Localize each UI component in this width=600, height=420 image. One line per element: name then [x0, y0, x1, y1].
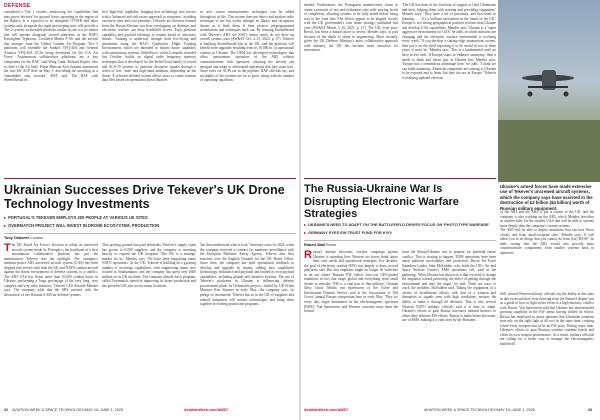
- drone-photo: [498, 0, 600, 182]
- article-column: Still, several Western military officials say the ability at this state in this event and they were drawing from the Russia-Ukraine war as a guide to how to fight in the event of a high-intensity conflict with Russia. Van Spreeuwen said that Ukraine has demonstrated growing capability in the EW arena, having shifted its efforts. Russia has employed so many jammers that Ukrainian weapons now rely on the right fight at all cost in the same time, creating where every weapons has to be an EW asset. During some time, Ukraine's efforts to gain Russian systems continue hassle and offset its own weapon performance. As a result, military officials are calling for a better way to manage the electromagnetic battlefield.: [500, 292, 594, 347]
- summary-bullet: ▸ OVERMATCH PROJECT WILL INVEST IN DRONE ECOSYSTEM, PRODUCTION: [4, 223, 160, 228]
- article-column: so new sensor measurements techniques can be added throughout its life. This system does not detect and analyze radio technique to see but works through its library and recognizes threats as it finds them. It then projects preprogrammed modulations and techniques back out. By teaming StormShroud with Tekever's AR3, the RAF's sensor suites do not drive up overall system costs (AW&ST Oct. 2–15, 2023, p. 37). Tekever is building StormShroud kits in the UK, and the platform will benefit from upgrades resulting from its 10,000 hr. of operational combat in Ukraine. The OEM has developed technologies that allow autonomous operation of the AR3 without communications with operators, ensuring the aircraft can navigate and adapt to adversarial operations that they must face. Since roles for ACPs are in the pipeline, RAF officials say, and stockpiles of the systems are set to grow, along with the number of operating squadrons.: [200, 10, 294, 83]
- byline: [304, 243, 404, 247]
- website-link[interactable]: AviationWeek.com/AWST: [304, 408, 349, 412]
- article-column: 'but then understood what it took.' Secretary touts: in 2024, when the company received a contract for maritime surveillance with the European Maritime Safety Agency, Tekever also flies missions over the English Channel for the UK Home Office. Since then, the company has used operational feedback to develop and upgrade its drones, adding new capabilities (technology, endurance and payload) and funded its own payload capabilities, including globals and sensitive systems. The use of Tekever's platforms in Ukraine is influencing defense procurement plans. In Overmatch project—hailed by UK Prime Minister Keir Starmer in early May—the company says, its pledge of investment. Tekever has as in the UK of suppliers and related companies will mature technologies and bring them together in existing production programs.: [200, 243, 294, 307]
- article-headline: The Russia-Ukraine War Is Disrupting Electronic Warfare Strategies: [304, 183, 459, 220]
- website-link[interactable]: AviationWeek.com/AWST: [184, 408, 229, 412]
- drop-cap: T: [4, 243, 11, 254]
- article-column: 'The UK has been of the forefront of support to [the] Ukrainians and their, helping them with training and providing equipment,' Mendes says. 'They have a lot of proximity, and that leads to learning. . . . It's a brilliant investment in the future of the UK.' Europe is in a strong geographical position to learn from Ukraine and develop UAS capabilities, Mendes says. Ukraine is a 'super aggressive environment for UAS,' he adds, in which missions are changing and the electronic warfare environment is evolving every week. 'If you develop a cutting-edge autonomous system, then put it on the shelf expecting it to be useful in two or three years, it won't be,' Mendes says. 'This is a fundamental truth we have to live with.' If Europe wants to 'embrace autonomy,' then it needs to think and invest just as Ukraine has, Mendes says. 'Europe has a tremendous advantage here,' he adds. 'I think we can build autonomy, American companies are coming to Ukraine to be exposed and to learn, but they too are in Europe.' Tekever is readying updated versions: [402, 3, 496, 80]
- page-footer: [4, 408, 296, 412]
- summary-bullets: [4, 215, 294, 231]
- article-column: from the Russia-Ukraine war to prepare for potential future conflict. That is starting to happen. 'EMS operations have been about platform survivability and protection,' Royal Air Force Squadron Leader John McFadden, who leads the UK's Air and Space Warfare Centre's EMS operations cell, said at the gathering. 'What Ukraine has shown us is that we need to change the emphasis toward protecting the effect of getting through the environment and onto the target,' he said. There are ways to crack the problem, McFadden said. Taking the equipment of a variety of installments allows, with that of a weapon and disruption of signals seen with high conditions, ensures the ability to make it through all defenses. That is why several Western NATO military officials said it is time to adapt. Ukraine's efforts to gain Russia convinces rational kinetics to offset their airborne EW efforts, Russia to make better electronic use of EMS, making it a vital asset by the Russians.: [402, 250, 496, 323]
- article-column: The UK Royal Air Force's decision to adopt an uncrewed aircraft system made by Portugal is the backbone of a first autonomous collaborative platform has put the manufacturer Tekever into the spotlight. The company's medium-power AR3 uncrewed aircraft system (UAS) has been shipped into service with both the UK and NATO combat aircraft against the threat environment of defense systems in a conflict. The AR3 UAS has flown more than 10,000 combat hours in Ukraine, performing a 'large percentage of the very long, very complex and very risky missions,' Tekever CEO Ricardo Mendes says. The company adds that the AR3 assisted with the destruction of two Russian S-400 air defense systems.: [4, 243, 98, 298]
- summary-bullet: ▸ PORTUGAL'S TEKEVER EMPLOYS 200 PEOPLE AT VARIOUS UK SITES: [4, 215, 148, 220]
- article-column: first 'high-risk' capability, bringing new technology into service with a 'balanced and risk-aware approach to assurance,' avoiding excessive time and cost penalties. Officials are likewise learned from the Russia-Ukraine war how overlapping air defenses and electronic warfare can deny battlefield access. Each platform capability and payload offerings to remain ahead of adversary threats. Training is underway through both live-flying and simulation using the RAF's Qualitative Flight Training Environment, which are intended to inform future capability with autonomous systems. StrikeForce, which Leonardo revealed last October, builds on digital radio frequency memory techniques that it developed for the StrikeCloud family of towed and ALE-70 systems to generate deceptive signals through a series of low-, mid- and high-band antennas, depending on the threat. A software-defined system allows users to create mission data files based on operational threat libraries: [102, 10, 196, 83]
- summary-bullets: [304, 222, 496, 238]
- divider: [304, 240, 496, 241]
- bullet-triangle-icon: ▸: [4, 215, 7, 220]
- drone-illustration: [498, 0, 600, 182]
- section-divider: [4, 178, 296, 179]
- dateline: London: [30, 236, 44, 240]
- photo-caption: Ukraine's armed forces have made extensive use of Tekever's uncrewed aircraft systems, which the company says have assisted in the destruction of £2 billion ($4 billion) worth of Russian military equipment.: [500, 184, 593, 211]
- divider: [4, 233, 296, 234]
- article-column: considered a Tier 1 system—reinforcing the 'capabilities that may prove decisive' for ground forces operating in the region of the Baltics. It is expected to sit alongside OTTER and other systems and, alongside the rapid prototyping unit, will provide a Tier 2 system, an attritable platform similar in size to a jet trainer that will operate alongside crewed platforms as the RAF's Eurofighter Typhoons, Lockheed Martin F-35s and the aircraft that emerges from the Global Combat Air Program. Tier 3 platforms will resemble the Anduril YFQ-44A and General Atomics YFQ-42A UCAs being developed for the U.S. Air Force. 'Autonomous collaborative platforms are a key component for the RAF,' said Wing Cmdr. Richard Kepler, who is chief of the Air Staff. Prime Minister Keir Starmer announced the first UK ACP fleet on May 1, describing the unveiling as a 'remarkable step forward,' RAF said. The RAF calls StormShroud its: [4, 10, 98, 83]
- article-column: of the AR3 and the AR5 to get it sooner to the UK, and the company is also working on the AR5, which Mendes describes as another fully for the smaller UAS that will be able to operate more deeply than the company's current systems. The AR3 will be able to deploy munitions that can host 'those closely and from small-footprint sites,' Mendes says. 'It will allow you to do things that you cannot do from [far] RAAF,' he adds, noting that the AR3 would also provide mass counterwarfare components from smaller systems back to operators.: [500, 210, 594, 255]
- dateline: Rome: [326, 243, 337, 247]
- page-number: 32: [4, 408, 9, 412]
- summary-bullet: ▸ UKRAINE'S NEED TO ADAPT ON THE BATTLEFIELD DRIVES FOCUS ON 'PHOTOTYPE WARFARE': [304, 222, 490, 227]
- page-footer: [304, 408, 596, 412]
- bullet-triangle-icon: ▸: [4, 223, 7, 228]
- article-headline: Ukrainian Successes Drive Tekever's UK Drone Technology Investments: [4, 183, 285, 211]
- publication-line: AVIATION WEEK & SPACE TECHNOLOGY/MAY 19–JUNE 1, 2025: [12, 408, 124, 412]
- drop-cap: R: [304, 250, 312, 261]
- author-name: Tony Osborne: [4, 236, 30, 240]
- bullet-triangle-icon: ▸: [304, 230, 306, 235]
- article-column: needed, Furthermore, the Portuguese manufacturer wants to create a network of test and evaluation sites with varying levels of complexity, allowing systems to be fully tested before being sent to the front line. The efforts appear to be aligned closely with the UK government's own drone strategy, published last year (AW&ST March 3–16, 2025, p. 17). The UK, even post-Brexit, has been a natural place to invest, Mendes says, in part because of the depth of talent in engineering. More recently, given the UK Defence Ministry's more collaborative approach with industry, the UK has become more attractive for investment.: [304, 3, 398, 53]
- article-column: Russia's intense electronic warfare campaign against Ukraine is speeding how Western air forces think about their own needs and operational strategies. For decades, the goal of electronic warfare (EW) was largely to keep crewed platforms safe. But that emphasis might no longer be sufficient in an era where Russian EW affects low-cost GPS-guided munitions in fact that target global and everything from small drones to missiles. 'EW is a vital part of that military,' German Navy Cmdr. Mubin van Spreeuwen of the Cyber and Information Domain Service said at the Association of Old Crows' annual Europe symposium here in early May. 'They try every day, target dominance in the electromagnetic spectrum [EMS].' Van Spreeuwen said Western countries must learn the lessons: [304, 250, 398, 314]
- bullet-triangle-icon: ▸: [304, 222, 306, 227]
- section-tag: DEFENSE: [4, 3, 31, 9]
- page-number: 33: [588, 408, 593, 412]
- article-column: That proving ground has paid dividends. Tekever's supply chain has grown to 6,000 suppliers, and the company is investing heavily to expand the UK footprint. 'The UK is a strategic market for us,' Mendes says. 'We have been supporting many NATO operations.' In the UK, Tekever is building on a growing number of sovereign capabilities, with engineering teams now located in Southampton, and the company has spent over £600 million on its UK facilities. The company already has a program, called Overmatch, aimed at improving its drone production and has provided UK jobs across many locations.: [102, 243, 196, 288]
- section-divider: [304, 178, 496, 179]
- publication-line: AVIATION WEEK & SPACE TECHNOLOGY/MAY 19–JUNE 1, 2025: [424, 408, 535, 412]
- right-page: [300, 0, 600, 420]
- summary-bullet: ▸ GERMANY EYES EW TRUST FUND FOR KYIV: [304, 230, 392, 235]
- byline: [4, 236, 104, 240]
- author-name: Robert Wall: [304, 243, 325, 247]
